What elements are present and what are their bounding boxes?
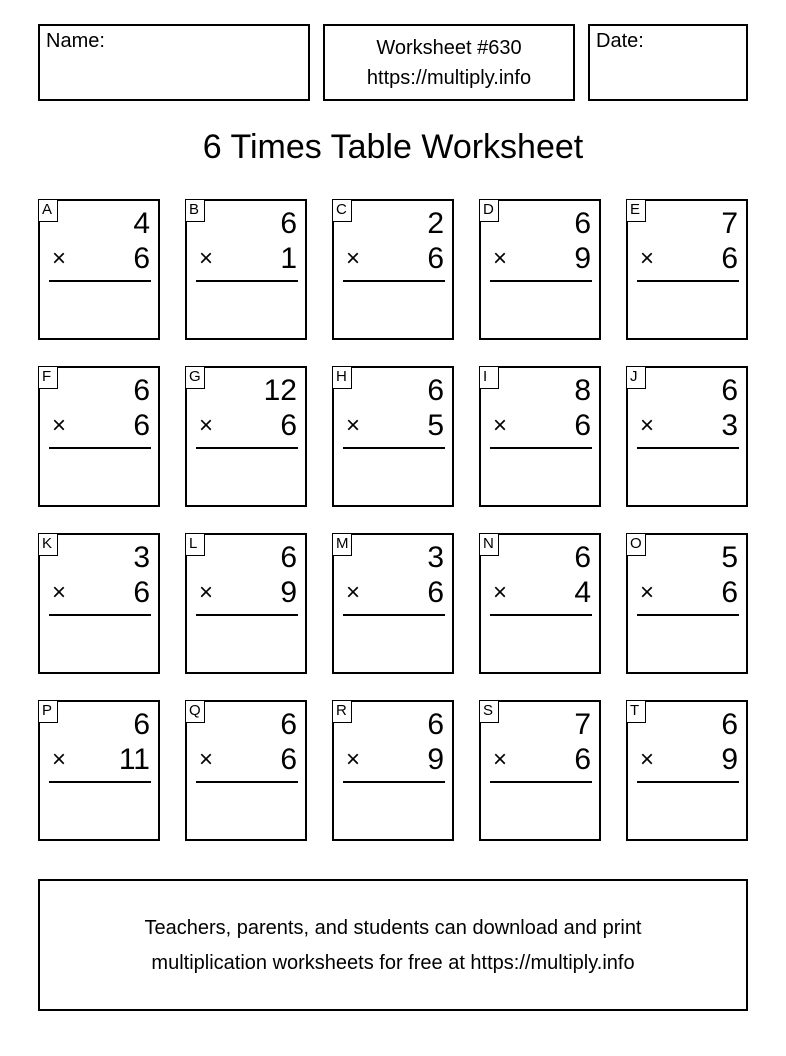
problem-box xyxy=(185,533,307,674)
problem-box xyxy=(332,533,454,674)
times-sign: × xyxy=(493,579,508,606)
multiplicand: 6 xyxy=(427,374,444,407)
times-sign: × xyxy=(199,245,214,272)
multiplier: 6 xyxy=(721,242,738,275)
multiplicand: 2 xyxy=(427,207,444,240)
answer-line xyxy=(49,614,151,616)
problem-letter: C xyxy=(332,199,352,222)
multiplicand: 6 xyxy=(133,708,150,741)
answer-line xyxy=(196,280,298,282)
multiplier: 6 xyxy=(133,242,150,275)
multiplicand: 7 xyxy=(721,207,738,240)
times-sign: × xyxy=(346,746,361,773)
problem-box xyxy=(626,199,748,340)
answer-line xyxy=(637,447,739,449)
multiplicand: 6 xyxy=(721,374,738,407)
answer-line xyxy=(343,447,445,449)
times-sign: × xyxy=(52,746,67,773)
answer-line xyxy=(490,781,592,783)
answer-line xyxy=(490,447,592,449)
answer-line xyxy=(343,280,445,282)
answer-line xyxy=(196,614,298,616)
multiplicand: 4 xyxy=(133,207,150,240)
problem-letter: M xyxy=(332,533,352,556)
answer-line xyxy=(196,781,298,783)
date-label: Date: xyxy=(596,30,644,52)
answer-line xyxy=(637,614,739,616)
multiplicand: 6 xyxy=(574,207,591,240)
multiplier: 6 xyxy=(133,409,150,442)
answer-line xyxy=(49,781,151,783)
name-field-box xyxy=(38,24,310,101)
answer-line xyxy=(343,781,445,783)
multiplier: 9 xyxy=(280,576,297,609)
multiplier: 5 xyxy=(427,409,444,442)
problem-box xyxy=(185,199,307,340)
multiplier: 11 xyxy=(118,743,150,776)
answer-line xyxy=(490,280,592,282)
multiplicand: 6 xyxy=(280,708,297,741)
multiplicand: 12 xyxy=(263,374,297,407)
times-sign: × xyxy=(52,412,67,439)
multiplicand: 6 xyxy=(280,541,297,574)
problem-box xyxy=(332,700,454,841)
footer-text-line-2: multiplication worksheets for free at https://multiply.info xyxy=(151,952,635,974)
multiplicand: 6 xyxy=(721,708,738,741)
problem-box xyxy=(626,533,748,674)
problem-letter: O xyxy=(626,533,646,556)
name-label: Name: xyxy=(46,30,105,52)
times-sign: × xyxy=(640,245,655,272)
multiplier: 6 xyxy=(721,576,738,609)
multiplier: 6 xyxy=(427,242,444,275)
multiplicand: 3 xyxy=(133,541,150,574)
multiplicand: 8 xyxy=(574,374,591,407)
date-field-box xyxy=(588,24,748,101)
worksheet-info-box xyxy=(323,24,575,101)
times-sign: × xyxy=(493,746,508,773)
times-sign: × xyxy=(640,412,655,439)
times-sign: × xyxy=(199,412,214,439)
multiplier: 9 xyxy=(574,242,591,275)
problem-box xyxy=(38,199,160,340)
multiplier: 9 xyxy=(721,743,738,776)
problem-letter: T xyxy=(626,700,646,723)
times-sign: × xyxy=(346,412,361,439)
multiplier: 4 xyxy=(574,576,591,609)
multiplicand: 5 xyxy=(721,541,738,574)
answer-line xyxy=(49,280,151,282)
problem-letter: G xyxy=(185,366,205,389)
problem-letter: Q xyxy=(185,700,205,723)
problem-box xyxy=(38,533,160,674)
problem-letter: N xyxy=(479,533,499,556)
problem-box xyxy=(479,199,601,340)
problem-box xyxy=(479,533,601,674)
times-sign: × xyxy=(199,746,214,773)
answer-line xyxy=(343,614,445,616)
problem-letter: B xyxy=(185,199,205,222)
multiplier: 1 xyxy=(280,242,297,275)
footer-text-line-1: Teachers, parents, and students can download and print xyxy=(144,917,642,939)
problem-letter: E xyxy=(626,199,646,222)
multiplicand: 7 xyxy=(574,708,591,741)
footer-box xyxy=(38,879,748,1011)
answer-line xyxy=(637,280,739,282)
page-title: 6 Times Table Worksheet xyxy=(202,128,584,166)
problem-box xyxy=(626,366,748,507)
multiplicand: 6 xyxy=(574,541,591,574)
times-sign: × xyxy=(199,579,214,606)
problem-box xyxy=(479,366,601,507)
multiplier: 9 xyxy=(427,743,444,776)
times-sign: × xyxy=(640,579,655,606)
problem-letter: D xyxy=(479,199,499,222)
times-sign: × xyxy=(346,579,361,606)
problem-letter: P xyxy=(38,700,58,723)
multiplier: 6 xyxy=(574,743,591,776)
problem-letter: S xyxy=(479,700,499,723)
multiplier: 3 xyxy=(721,409,738,442)
multiplier: 6 xyxy=(280,409,297,442)
answer-line xyxy=(49,447,151,449)
problem-box xyxy=(626,700,748,841)
multiplier: 6 xyxy=(574,409,591,442)
times-sign: × xyxy=(52,579,67,606)
answer-line xyxy=(196,447,298,449)
multiplier: 6 xyxy=(280,743,297,776)
problem-letter: H xyxy=(332,366,352,389)
problem-letter: K xyxy=(38,533,58,556)
problem-box xyxy=(479,700,601,841)
multiplicand: 6 xyxy=(427,708,444,741)
answer-line xyxy=(490,614,592,616)
multiplicand: 3 xyxy=(427,541,444,574)
problem-letter: R xyxy=(332,700,352,723)
times-sign: × xyxy=(640,746,655,773)
problem-box xyxy=(332,199,454,340)
problem-box xyxy=(38,366,160,507)
problem-box xyxy=(332,366,454,507)
multiplier: 6 xyxy=(427,576,444,609)
worksheet-url: https://multiply.info xyxy=(366,67,532,89)
times-sign: × xyxy=(493,245,508,272)
multiplier: 6 xyxy=(133,576,150,609)
multiplicand: 6 xyxy=(280,207,297,240)
multiplicand: 6 xyxy=(133,374,150,407)
worksheet-number: Worksheet #630 xyxy=(376,37,522,59)
problem-box xyxy=(185,366,307,507)
problem-box xyxy=(185,700,307,841)
answer-line xyxy=(637,781,739,783)
problem-letter: F xyxy=(38,366,58,389)
times-sign: × xyxy=(52,245,67,272)
times-sign: × xyxy=(346,245,361,272)
problem-letter: J xyxy=(626,366,646,389)
times-sign: × xyxy=(493,412,508,439)
problem-box xyxy=(38,700,160,841)
problem-letter: A xyxy=(38,199,58,222)
problem-letter: L xyxy=(185,533,205,556)
problem-letter: I xyxy=(479,366,499,389)
